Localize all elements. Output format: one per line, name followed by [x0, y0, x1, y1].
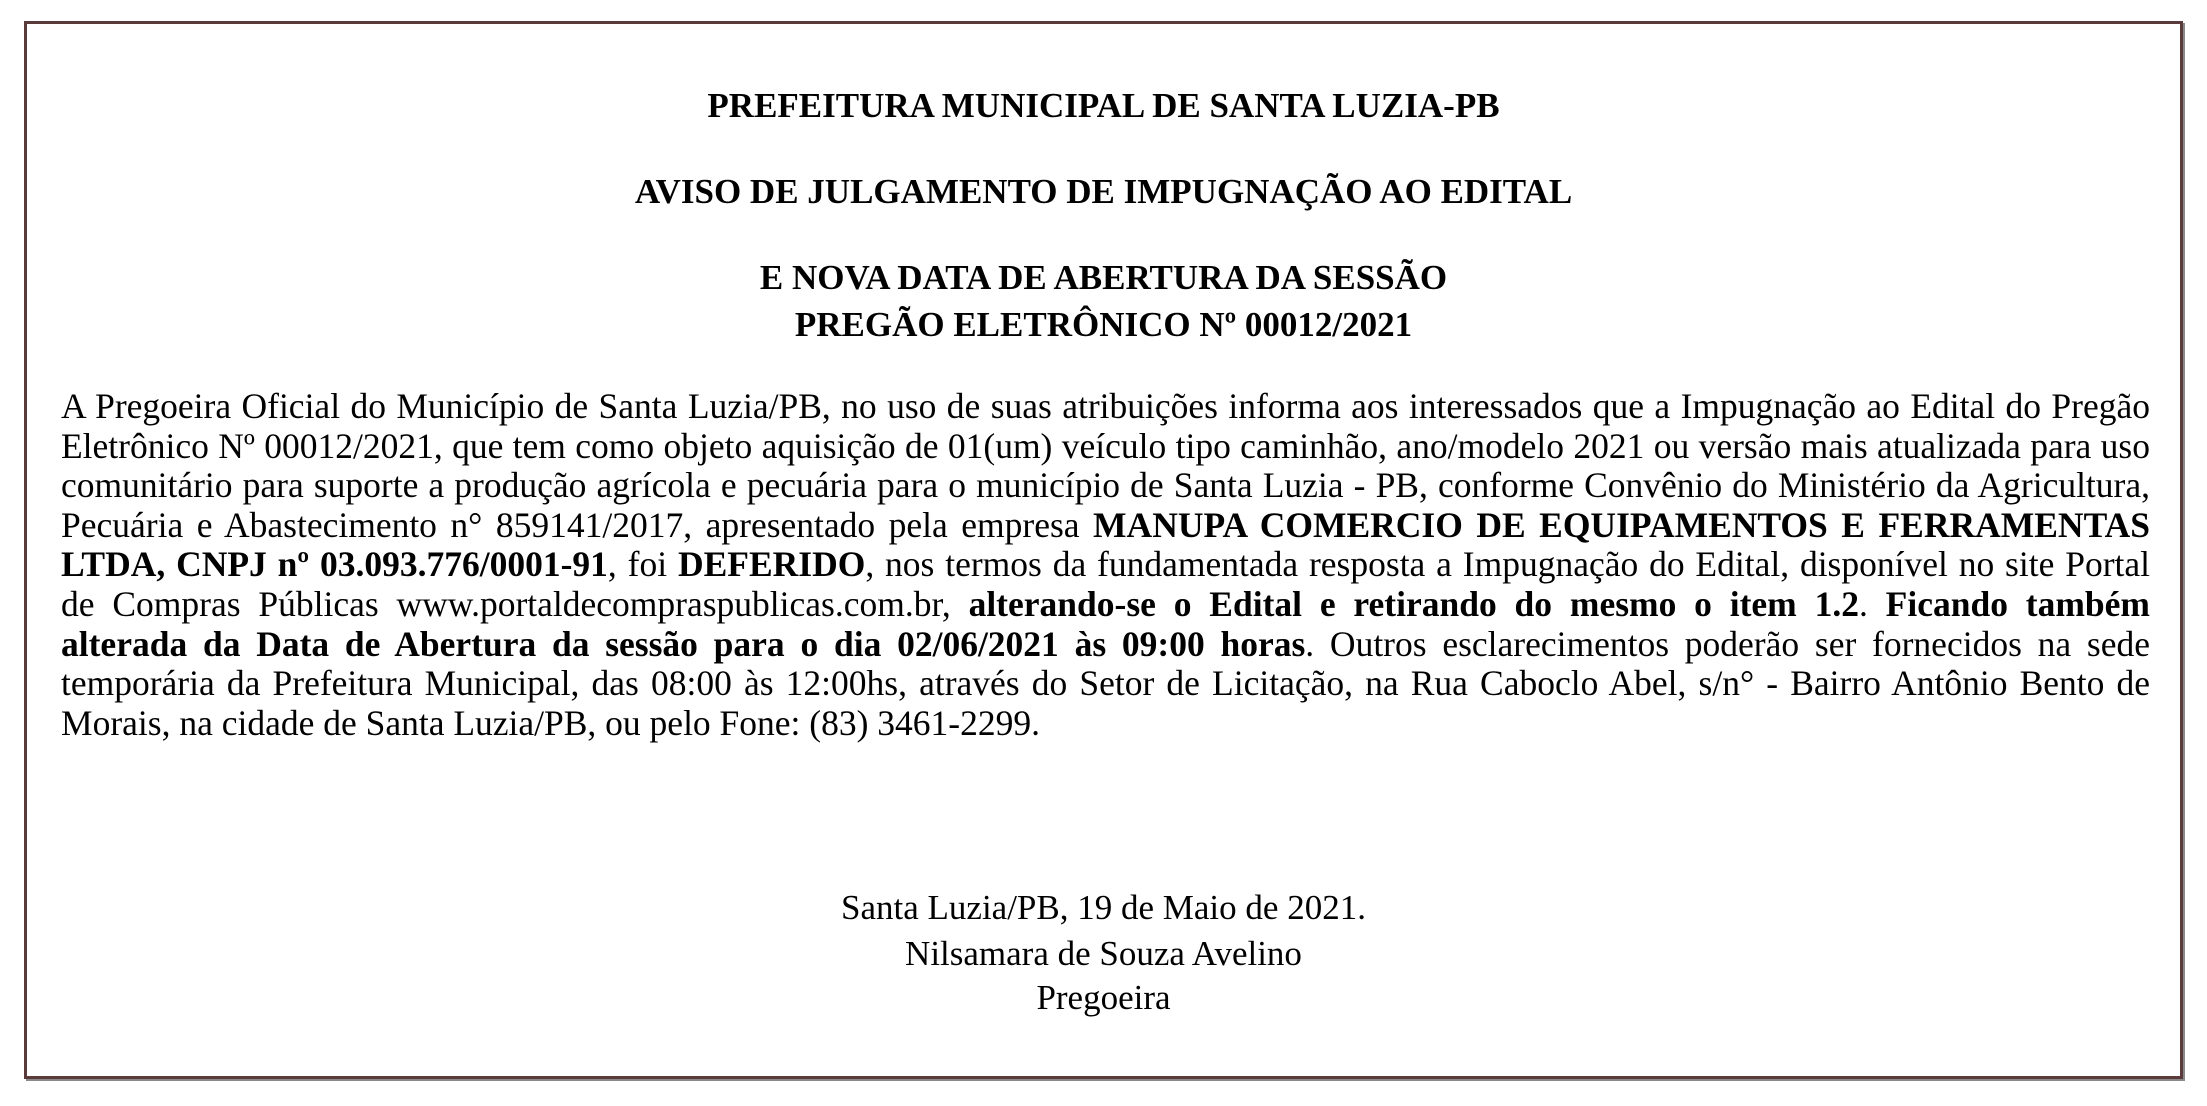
company-name: MANUPA COMERCIO DE EQUIPAMENTOS E FERRAMENTAS LTDA, CNPJ nº 03.093.776/0001-91 [61, 504, 2150, 585]
body-text-part-2: , foi [607, 544, 678, 585]
body-text-part-1: A Pregoeira Oficial do Município de Santa Luzia/PB, no uso de suas atribuições informa aos interessados que a Impugnação ao Edital do Pregão Eletrônico Nº 00012/2021, que tem como objeto aquisição de 01(um) veículo tipo caminhão, ano/modelo 2021 ou versão mais atualizada para uso comunitário para suporte a produção agrícola e pecuária para o município de Santa Luzia - PB, conforme Convênio do Ministério da Agricultura, Pecuária e Abastecimento n° 859141/2017, apresentado pela empresa [61, 386, 2150, 545]
decision-status: DEFERIDO [677, 544, 866, 585]
body-text-part-4: . [1858, 583, 1886, 624]
notice-title: AVISO DE JULGAMENTO DE IMPUGNAÇÃO AO EDITAL [634, 172, 1573, 211]
edital-change: alterando-se o Edital e retirando do mesmo o item 1.2 [968, 583, 1859, 624]
body-text-part-5: . Outros esclarecimentos poderão ser fornecidos na sede temporária da Prefeitura Municipal, das 08:00 às 12:00hs, através do Setor de Licitação, na Rua Caboclo Abel, s/n° - Bairro Antônio Bento de Morais, na cidade de Santa Luzia/PB, ou pelo Fone: (83) 3461-2299. [61, 623, 2150, 743]
tender-number: PREGÃO ELETRÔNICO Nº 00012/2021 [794, 305, 1413, 344]
notice-subtitle: E NOVA DATA DE ABERTURA DA SESSÃO [759, 258, 1448, 297]
notice-frame [24, 21, 2183, 1079]
municipality-title: PREFEITURA MUNICIPAL DE SANTA LUZIA-PB [707, 86, 1500, 125]
signer-name: Nilsamara de Souza Avelino [905, 934, 1302, 973]
signer-role: Pregoeira [1036, 978, 1171, 1017]
notice-body [61, 387, 2150, 743]
place-date: Santa Luzia/PB, 19 de Maio de 2021. [841, 888, 1366, 927]
new-opening-date: Ficando também alterada da Data de Abertura da sessão para o dia 02/06/2021 às 09:00 horas [61, 583, 2151, 664]
body-text-part-3: , nos termos da fundamentada resposta a Impugnação do Edital, disponível no site Portal de Compras Públicas www.portaldecompraspublicas.com.br, [61, 544, 2151, 624]
